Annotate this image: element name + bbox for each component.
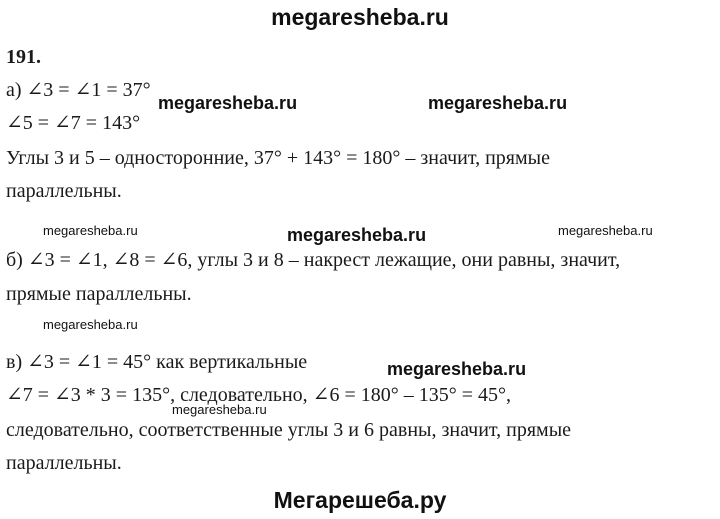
watermark-small: megaresheba.ru — [558, 223, 653, 238]
part-b-line-2: прямые параллельны. — [6, 283, 192, 305]
part-c-line-4: параллельны. — [6, 452, 122, 474]
part-c-line-2: ∠7 = ∠3 * 3 = 135°, следовательно, ∠6 = 180° – 135° = 45°, — [6, 384, 511, 406]
watermark-small: megaresheba.ru — [43, 317, 138, 332]
watermark-small: megaresheba.ru — [172, 402, 267, 417]
part-c-line-3: следовательно, соответственные углы 3 и 6 равны, значит, прямые — [6, 419, 572, 441]
part-b-line-1: б) ∠3 = ∠1, ∠8 = ∠6, углы 3 и 8 – накрест лежащие, они равны, значит, — [6, 249, 621, 271]
part-c-line-1: в) ∠3 = ∠1 = 45° как вертикальные — [6, 351, 308, 373]
watermark-large: megaresheba.ru — [428, 93, 568, 113]
problem-number: 191. — [6, 46, 41, 68]
part-a-line-2: ∠5 = ∠7 = 143° — [6, 112, 141, 134]
watermark-large: megaresheba.ru — [387, 359, 527, 379]
part-a-line-3: Углы 3 и 5 – односторонние, 37° + 143° = 180° – значит, прямые — [6, 147, 550, 169]
part-a-line-4: параллельны. — [6, 180, 122, 202]
part-a-line-1: а) ∠3 = ∠1 = 37° — [6, 79, 151, 101]
watermark-large: megaresheba.ru — [158, 93, 298, 113]
site-header: megaresheba.ru — [271, 4, 449, 30]
watermark-small: megaresheba.ru — [43, 223, 138, 238]
watermark-large: megaresheba.ru — [287, 225, 427, 245]
site-footer: Мегарешеба.ру — [273, 487, 447, 513]
